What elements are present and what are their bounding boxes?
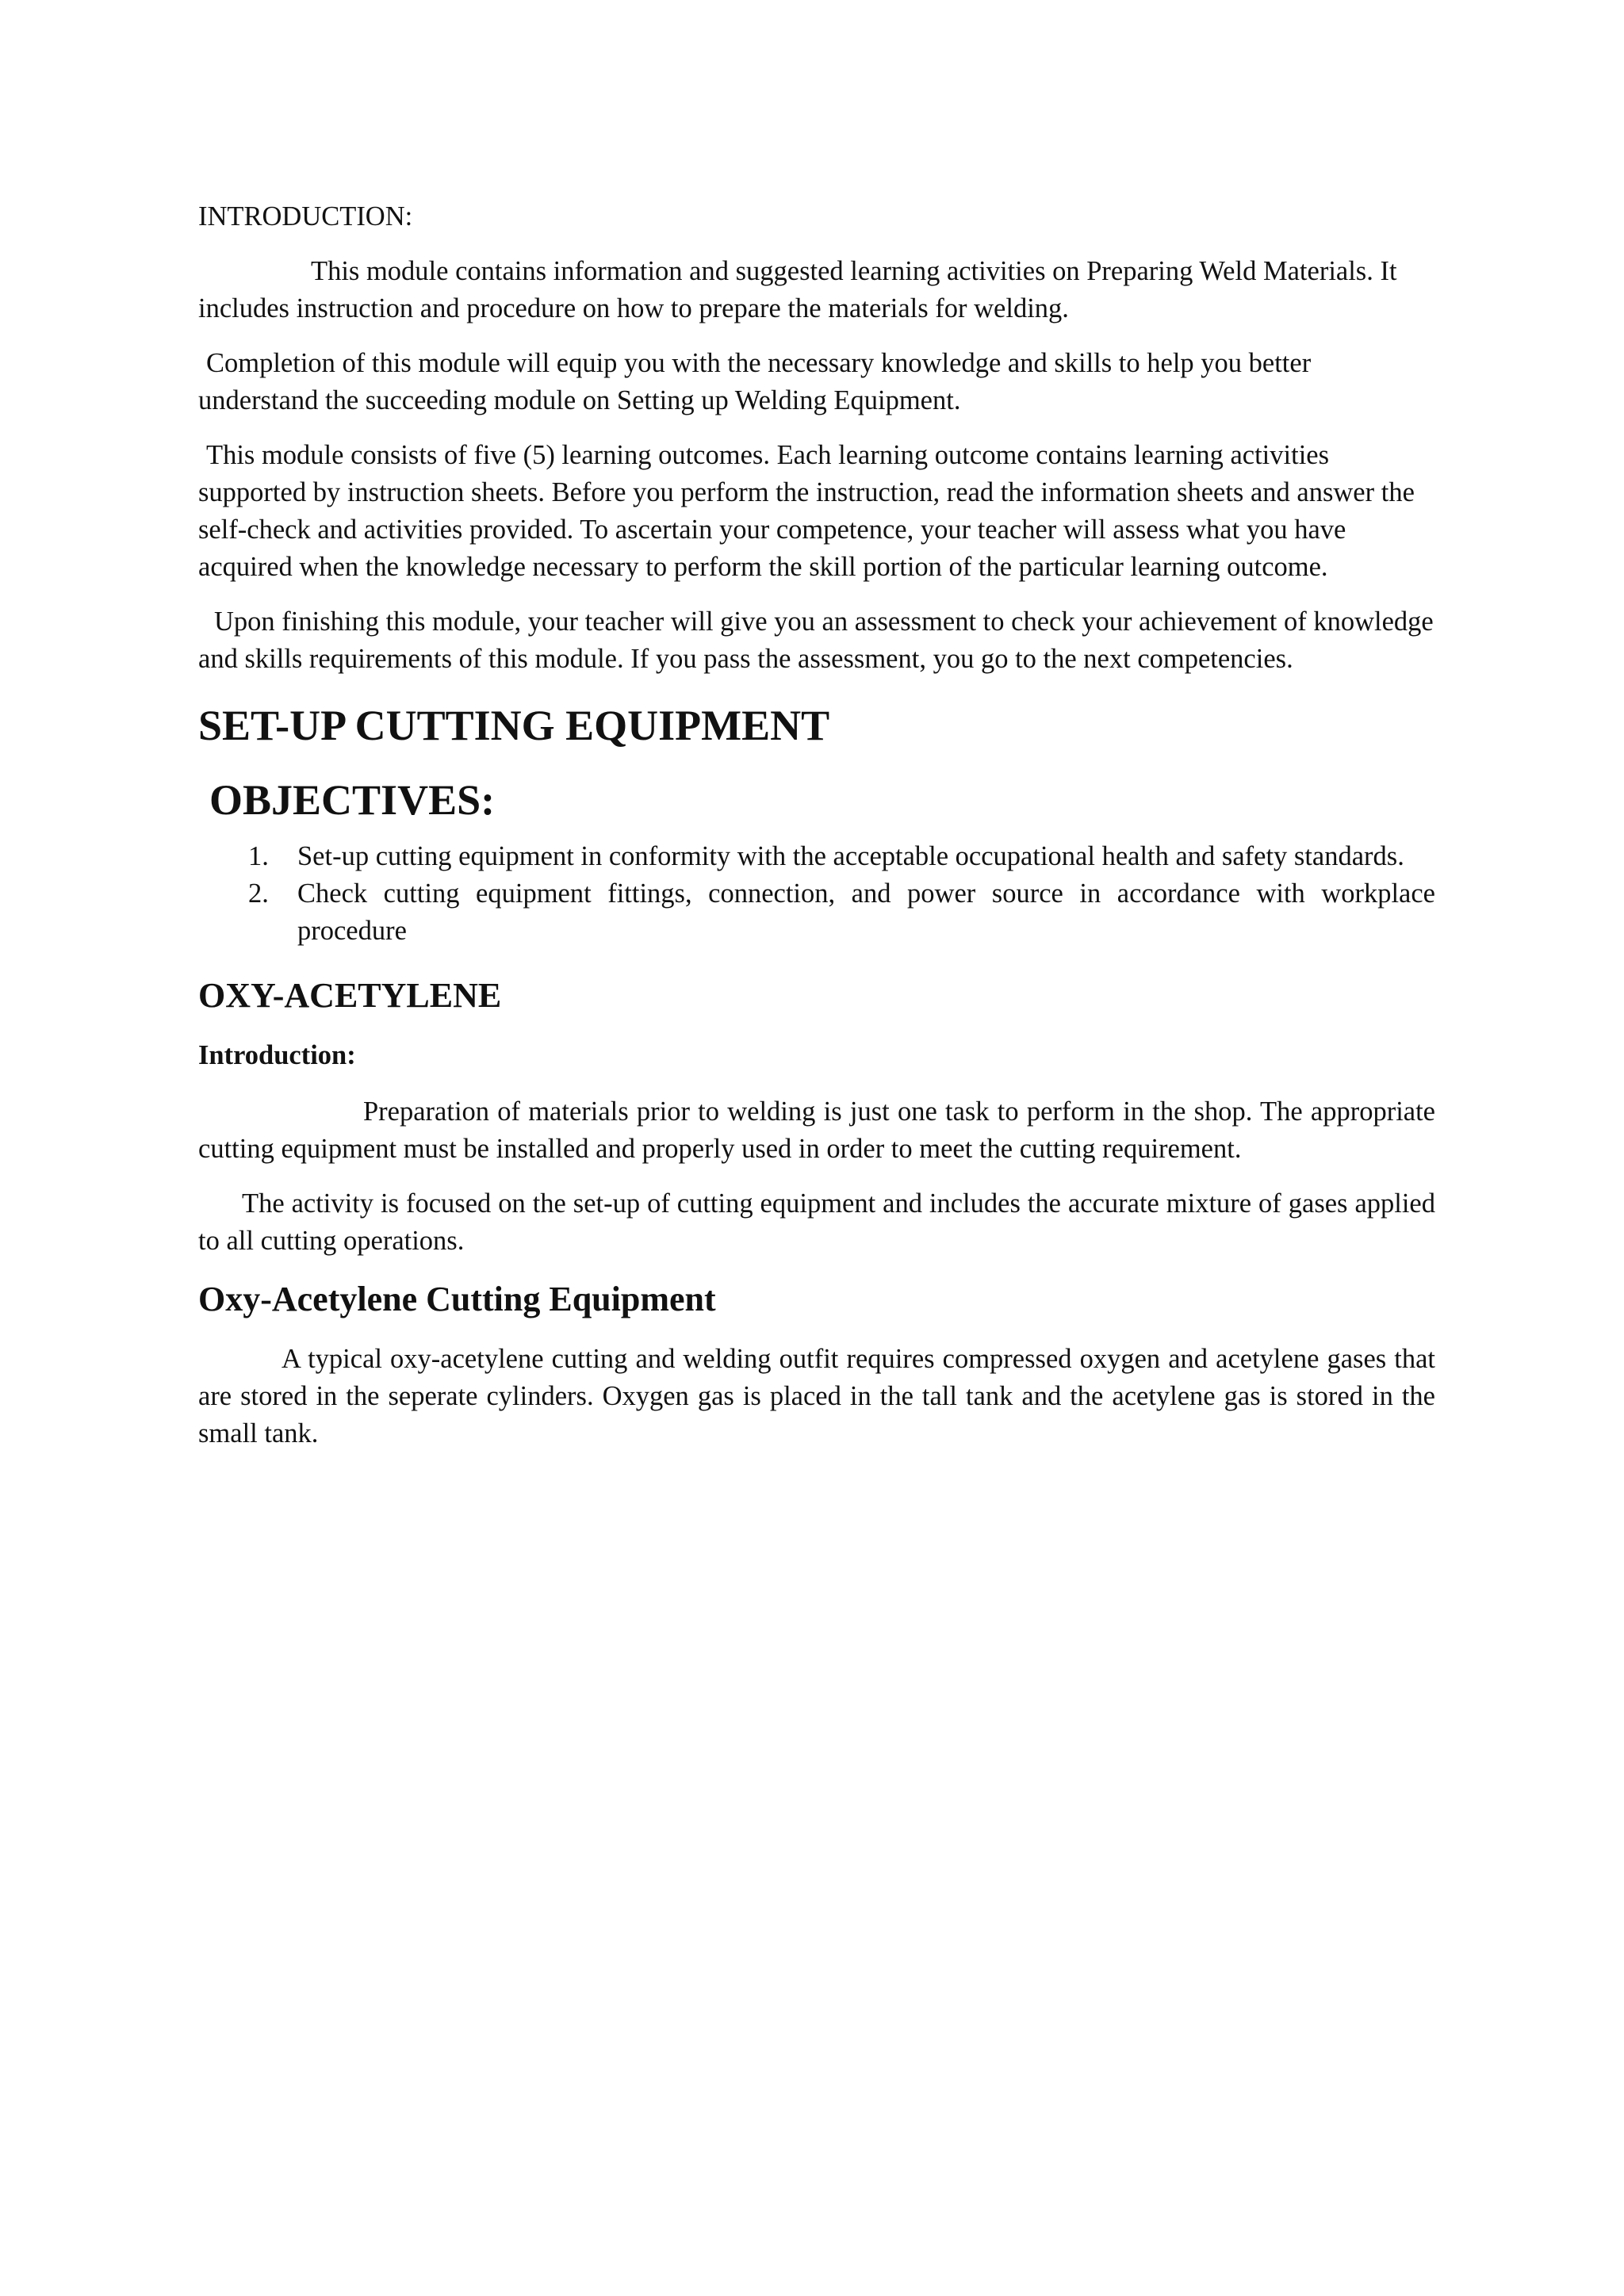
section-paragraph-2: The activity is focused on the set-up of cutting equipment and includes the accurate mixture of gases applied to all cutting operations.: [198, 1188, 1435, 1256]
equipment-paragraph: A typical oxy-acetylene cutting and welding outfit requires compressed oxygen and acetylene gases that are stored in the seperate cylinders. Oxygen gas is placed in the tall tank and the acetylene gas is stored in the small tank.: [198, 1344, 1435, 1448]
objective-item: [198, 875, 1435, 950]
objectives-list: [198, 838, 1435, 950]
intro-paragraph-2: Completion of this module will equip you with the necessary knowledge and skills to help you better understand the succeeding module on Setting up Welding Equipment.: [198, 348, 1312, 415]
intro-paragraph-4: Upon finishing this module, your teacher will give you an assessment to check your achievement of knowledge and skills requirements of this module. If you pass the assessment, you go to the next competencies.: [198, 607, 1434, 674]
section-introduction-label: Introduction:: [198, 1040, 356, 1070]
objective-item: [198, 838, 1435, 875]
intro-paragraph-1: This module contains information and suggested learning activities on Preparing Weld Materials. It includes instruction and procedure on how to prepare the materials for welding.: [198, 256, 1397, 323]
objective-text: Check cutting equipment fittings, connection, and power source in accordance with workplace procedure: [297, 878, 1435, 946]
document-page: [198, 198, 1435, 1470]
main-heading: SET-UP CUTTING EQUIPMENT: [198, 702, 830, 749]
introduction-label: INTRODUCTION:: [198, 201, 413, 232]
objective-number: 2.: [248, 878, 269, 909]
objective-text: Set-up cutting equipment in conformity with the acceptable occupational health and safety standards.: [297, 841, 1404, 871]
section-paragraph-1: Preparation of materials prior to welding is just one task to perform in the shop. The appropriate cutting equipment must be installed and properly used in order to meet the cutting requirement.: [198, 1096, 1435, 1164]
objectives-heading: OBJECTIVES:: [209, 776, 496, 824]
intro-paragraph-3: This module consists of five (5) learning outcomes. Each learning outcome contains learning activities supported by instruction sheets. Before you perform the instruction, read the information sheets and answer the self-check and activities provided. To ascertain your competence, your teacher will assess what you have acquired when the knowledge necessary to perform the skill portion of the particular learning outcome.: [198, 440, 1415, 582]
objective-number: 1.: [248, 841, 269, 871]
equipment-heading: Oxy-Acetylene Cutting Equipment: [198, 1280, 716, 1318]
section-heading-oxy-acetylene: OXY-ACETYLENE: [198, 976, 502, 1015]
